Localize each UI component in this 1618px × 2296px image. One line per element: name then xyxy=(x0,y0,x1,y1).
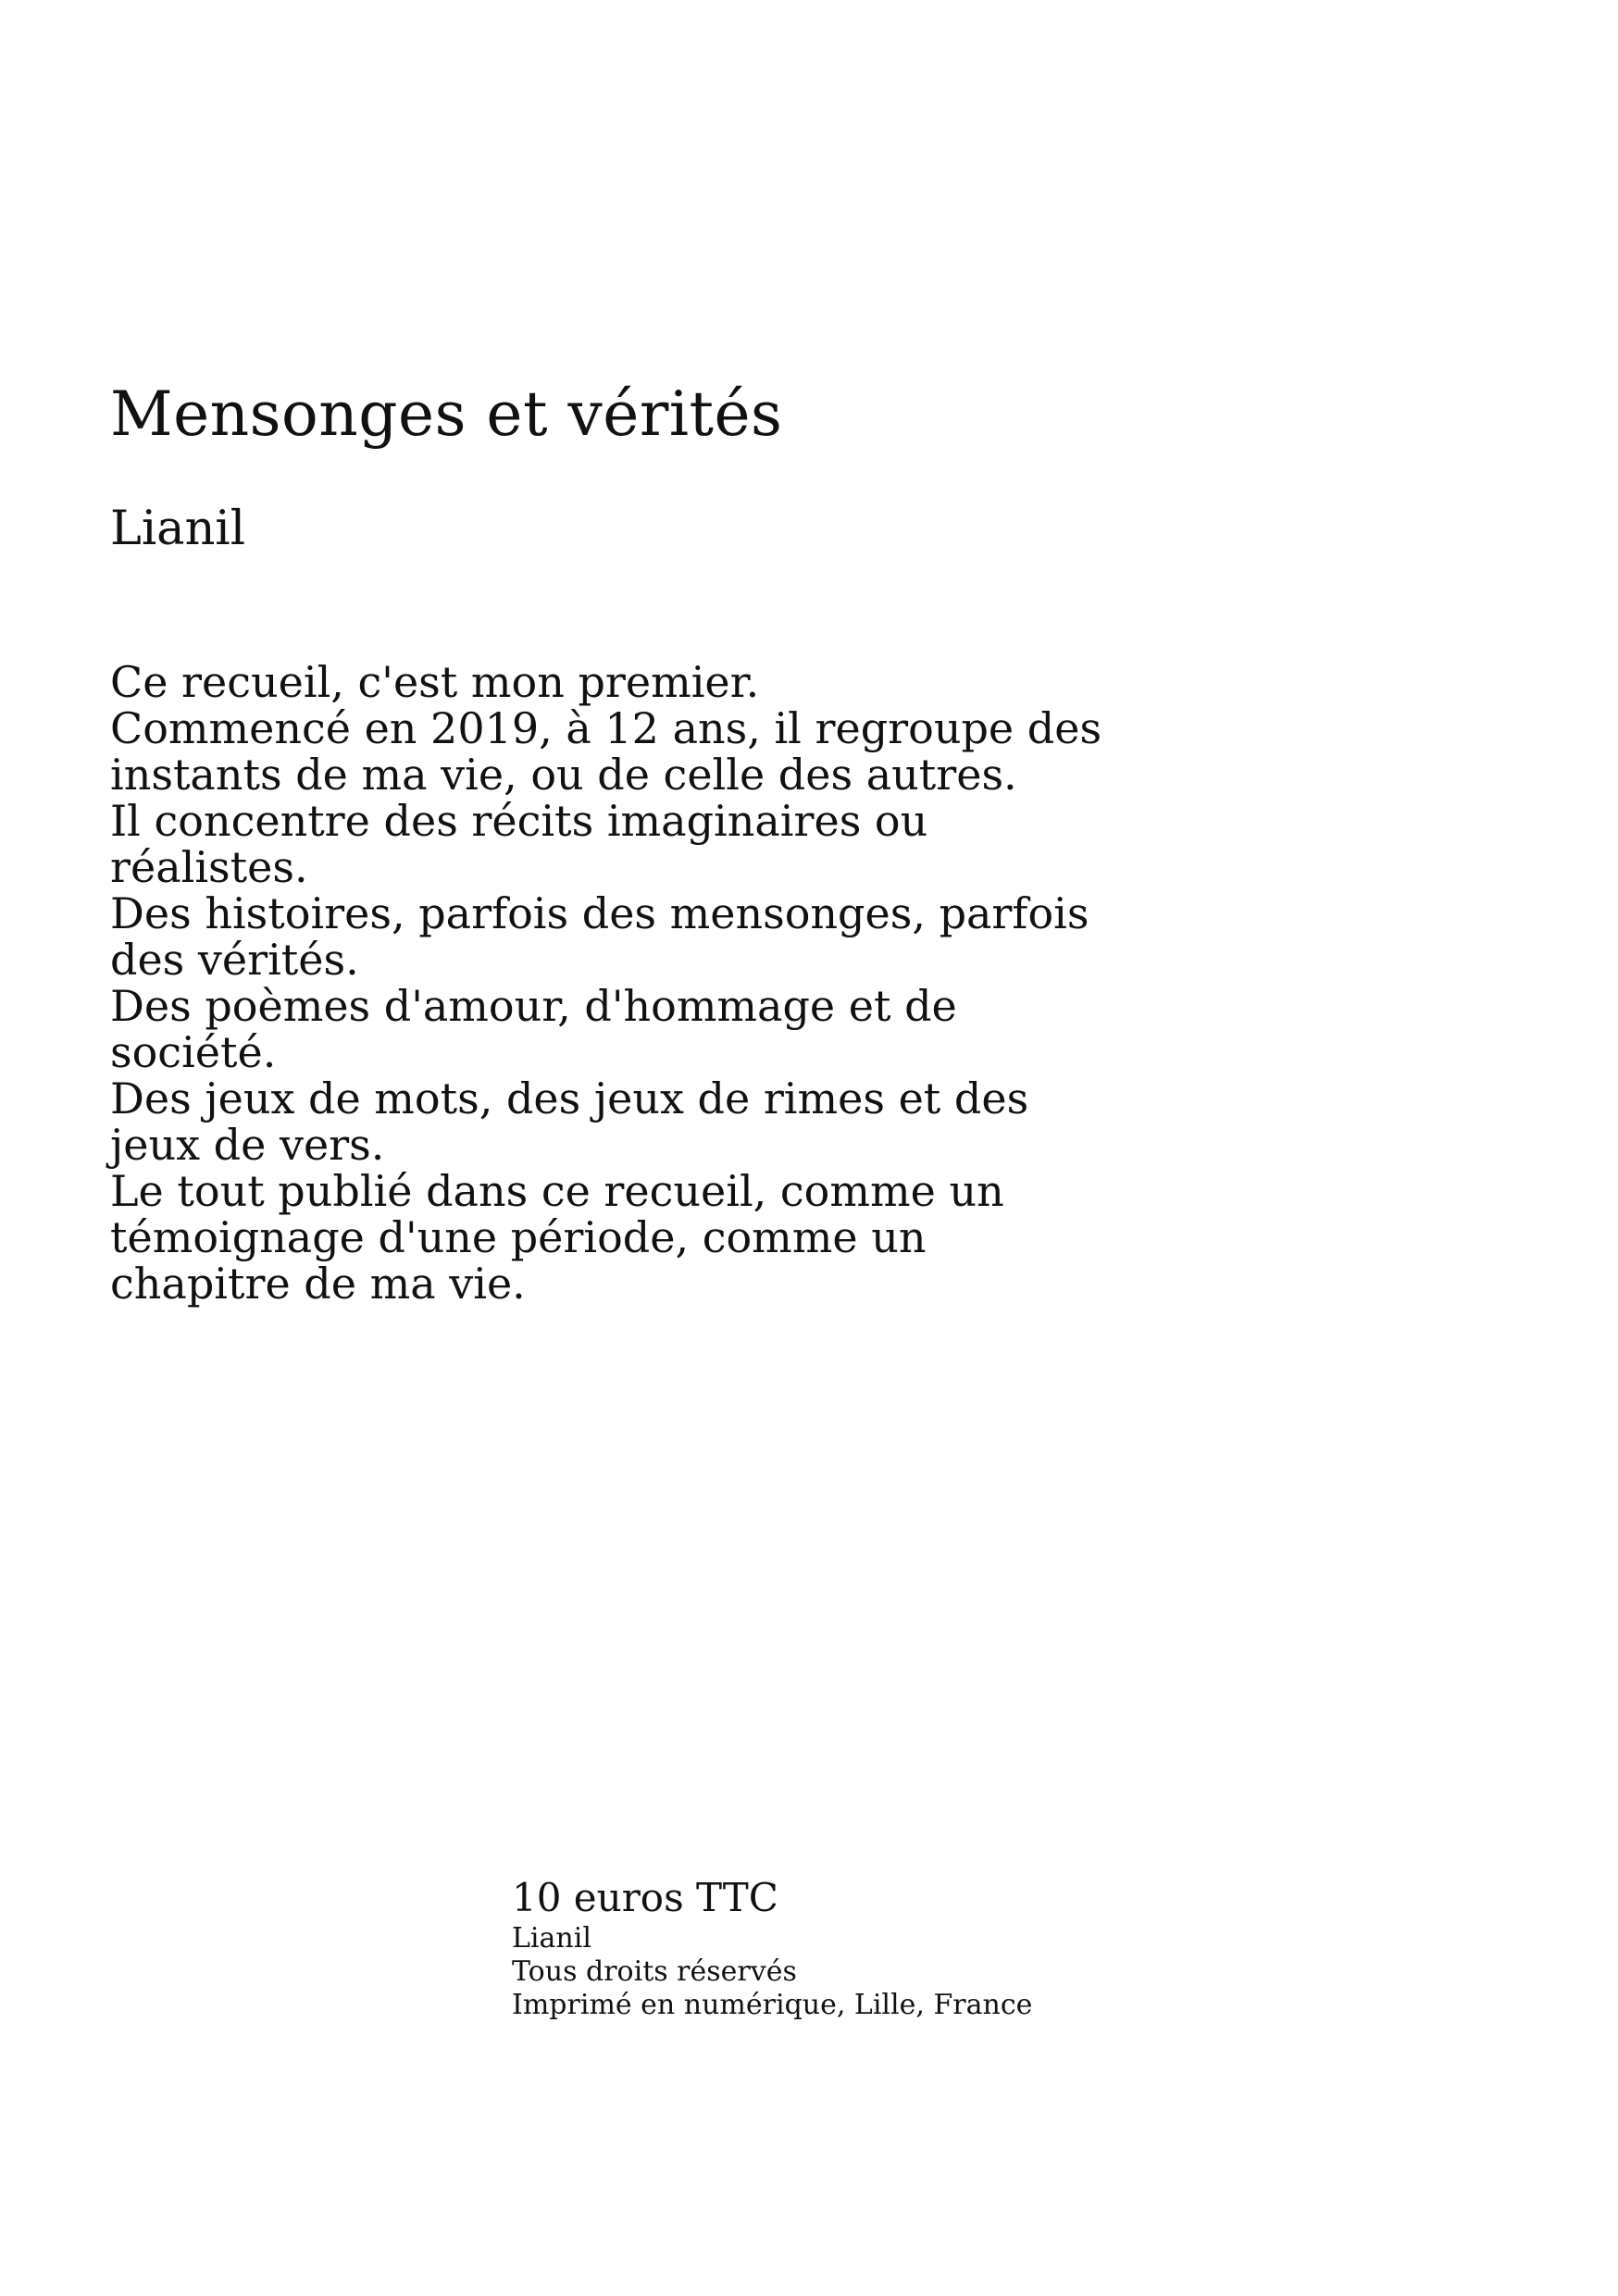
blurb-line: Des histoires, parfois des mensonges, parfois xyxy=(110,888,1089,938)
book-title: Mensonges et vérités xyxy=(110,379,783,450)
book-author: Lianil xyxy=(110,502,246,556)
blurb-line: jeux de vers. xyxy=(110,1120,385,1170)
blurb-line: témoignage d'une période, comme un xyxy=(110,1212,927,1262)
printing-info: Imprimé en numérique, Lille, France xyxy=(512,1989,1033,2021)
blurb-line: Commencé en 2019, à 12 ans, il regroupe des xyxy=(110,703,1102,753)
book-blurb xyxy=(110,659,1184,1307)
blurb-line: Le tout publié dans ce recueil, comme un xyxy=(110,1166,1004,1216)
price: 10 euros TTC xyxy=(512,1875,778,1920)
blurb-line: chapitre de ma vie. xyxy=(110,1259,526,1309)
blurb-line: Il concentre des récits imaginaires ou xyxy=(110,796,928,846)
rights-notice: Tous droits réservés xyxy=(512,1955,797,1988)
colophon xyxy=(512,1874,1032,2022)
blurb-line: société. xyxy=(110,1027,277,1077)
blurb-line: instants de ma vie, ou de celle des autres. xyxy=(110,750,1017,800)
blurb-line: Ce recueil, c'est mon premier. xyxy=(110,657,760,707)
blurb-line: réalistes. xyxy=(110,842,308,892)
blurb-line: des vérités. xyxy=(110,935,359,985)
blurb-line: Des jeux de mots, des jeux de rimes et des xyxy=(110,1074,1029,1123)
blurb-line: Des poèmes d'amour, d'hommage et de xyxy=(110,981,957,1031)
publisher: Lianil xyxy=(512,1922,591,1955)
